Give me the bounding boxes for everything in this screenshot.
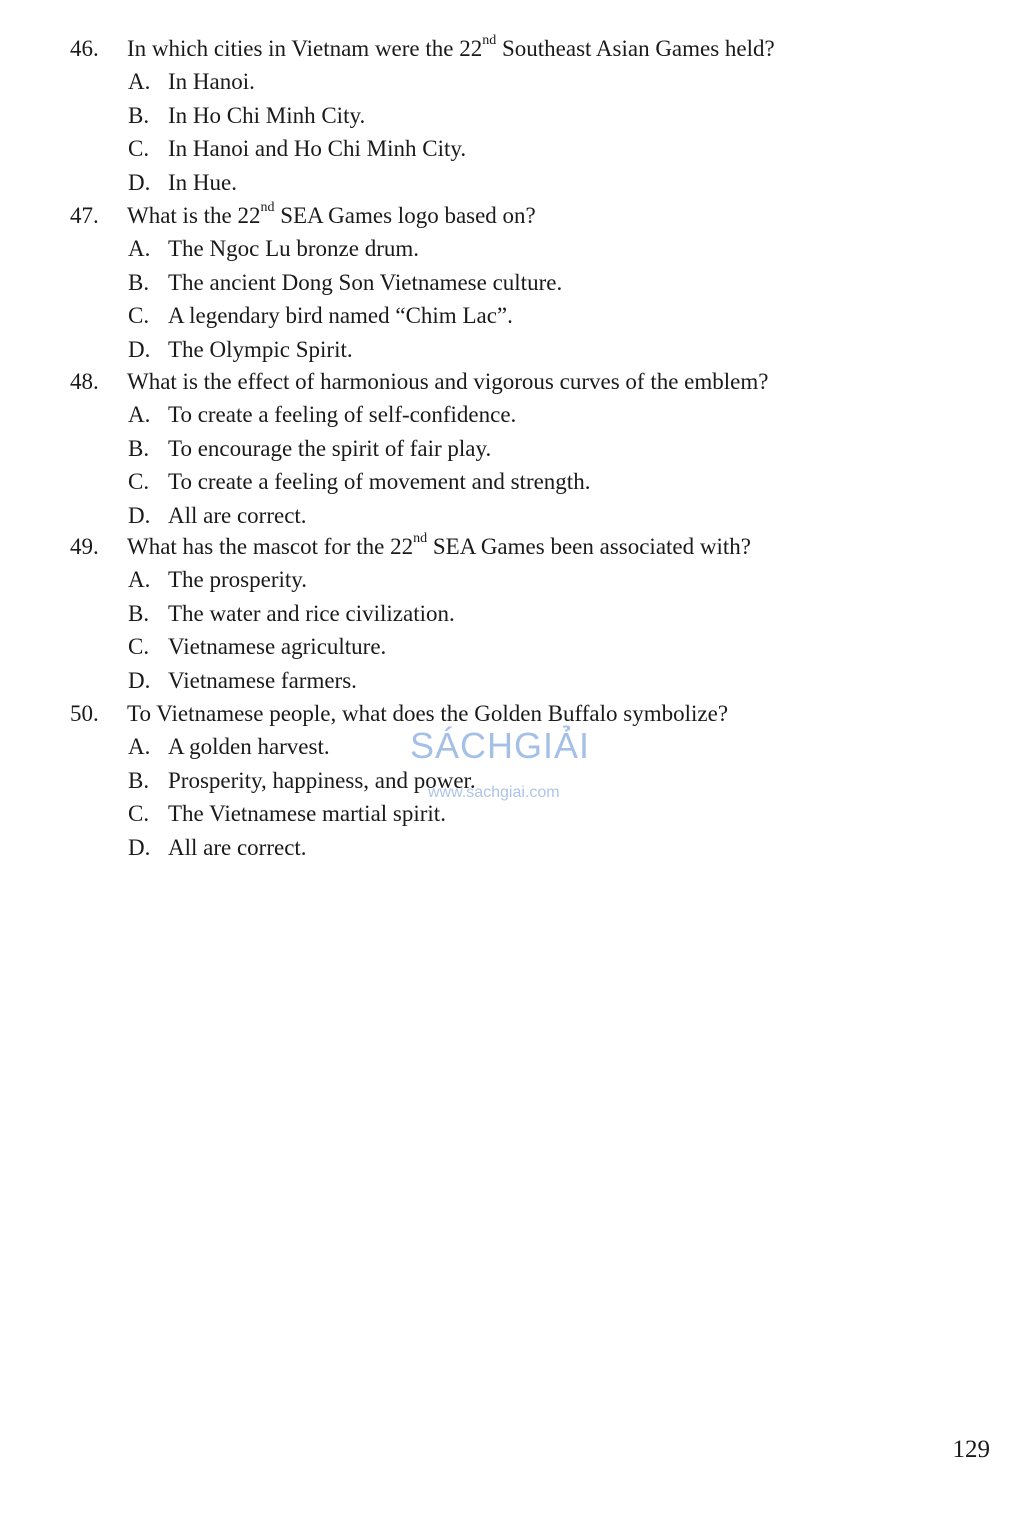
option-letter: D. (128, 336, 151, 362)
option-text: In Hue. (168, 169, 237, 195)
option-text: Vietnamese agriculture. (168, 634, 387, 659)
option-b (0, 99, 1024, 133)
option-b (0, 597, 1024, 631)
option-d (0, 831, 1024, 865)
option-letter: D. (128, 834, 151, 860)
option-d (0, 664, 1024, 698)
question-number: 50. (70, 701, 99, 726)
option-letter: A. (128, 69, 151, 94)
question-text (127, 365, 768, 398)
question-text-part: SEA Games been associated with? (427, 534, 751, 559)
option-letter: A. (128, 734, 151, 759)
option-c (0, 299, 1024, 333)
question-47 (0, 199, 1024, 366)
question-text (127, 32, 775, 65)
watermark-brand: SÁCHGIẢI (410, 725, 591, 766)
option-letter: B. (128, 600, 150, 626)
option-letter: C. (128, 634, 150, 659)
option-text: The Vietnamese martial spirit. (168, 801, 446, 826)
watermark (410, 724, 620, 804)
question-text-part: Southeast Asian Games held? (496, 36, 775, 61)
option-a (0, 563, 1024, 597)
option-letter: A. (128, 236, 151, 261)
option-letter: D. (128, 169, 151, 195)
option-text: In Hanoi. (168, 69, 255, 94)
option-a (0, 232, 1024, 266)
ordinal-suffix: nd (413, 531, 428, 547)
option-text: To create a feeling of movement and strength. (168, 469, 591, 494)
question-text-part: In which cities in Vietnam were the 22 (127, 36, 483, 61)
option-letter: C. (128, 801, 150, 826)
question-49 (0, 530, 1024, 697)
option-b (0, 432, 1024, 466)
option-letter: A. (128, 567, 151, 592)
option-letter: C. (128, 136, 150, 161)
option-letter: C. (128, 469, 150, 494)
option-text: To create a feeling of self-confidence. (168, 402, 517, 427)
option-c (0, 132, 1024, 166)
option-text: The water and rice civilization. (168, 600, 455, 626)
option-text: The Ngoc Lu bronze drum. (168, 236, 420, 261)
question-48 (0, 365, 1024, 532)
option-text: A golden harvest. (168, 734, 330, 759)
option-a (0, 398, 1024, 432)
option-text: Prosperity, happiness, and power. (168, 767, 476, 793)
option-letter: B. (128, 102, 150, 128)
option-text: The ancient Dong Son Vietnamese culture. (168, 269, 563, 295)
option-text: The prosperity. (168, 567, 308, 592)
option-text: To encourage the spirit of fair play. (168, 435, 492, 461)
option-c (0, 465, 1024, 499)
question-stem (0, 199, 1024, 232)
option-letter: B. (128, 767, 150, 793)
question-text (127, 530, 751, 563)
question-text-part: SEA Games logo based on? (274, 203, 536, 228)
option-text: All are correct. (168, 502, 307, 528)
question-stem (0, 32, 1024, 65)
question-46 (0, 32, 1024, 199)
page-number: 129 (952, 1436, 990, 1463)
ordinal-suffix: nd (260, 200, 275, 216)
option-text: In Hanoi and Ho Chi Minh City. (168, 136, 467, 161)
question-number: 48. (70, 369, 99, 394)
option-d (0, 499, 1024, 533)
question-text-part: To Vietnamese people, what does the Golden Buffalo symbolize? (127, 701, 729, 726)
question-stem (0, 530, 1024, 563)
option-letter: D. (128, 667, 151, 693)
question-text-part: What has the mascot for the 22 (127, 534, 414, 559)
question-number: 47. (70, 203, 99, 228)
ordinal-suffix: nd (482, 33, 497, 49)
question-number: 49. (70, 534, 99, 559)
option-letter: D. (128, 502, 151, 528)
option-text: The Olympic Spirit. (168, 336, 353, 362)
option-letter: B. (128, 269, 150, 295)
option-d (0, 166, 1024, 200)
option-letter: B. (128, 435, 150, 461)
question-text (127, 199, 536, 232)
option-text: In Ho Chi Minh City. (168, 102, 366, 128)
option-b (0, 266, 1024, 300)
question-stem (0, 365, 1024, 398)
option-letter: A. (128, 402, 151, 427)
option-text: All are correct. (168, 834, 307, 860)
option-d (0, 333, 1024, 367)
option-text: Vietnamese farmers. (168, 667, 357, 693)
option-c (0, 630, 1024, 664)
question-text-part: What is the effect of harmonious and vigorous curves of the emblem? (127, 369, 769, 394)
option-a (0, 65, 1024, 99)
watermark-url: www.sachgiai.com (428, 784, 560, 801)
question-text-part: What is the 22 (127, 203, 261, 228)
option-letter: C. (128, 303, 150, 328)
option-text: A legendary bird named “Chim Lac”. (168, 303, 513, 328)
question-number: 46. (70, 36, 99, 61)
